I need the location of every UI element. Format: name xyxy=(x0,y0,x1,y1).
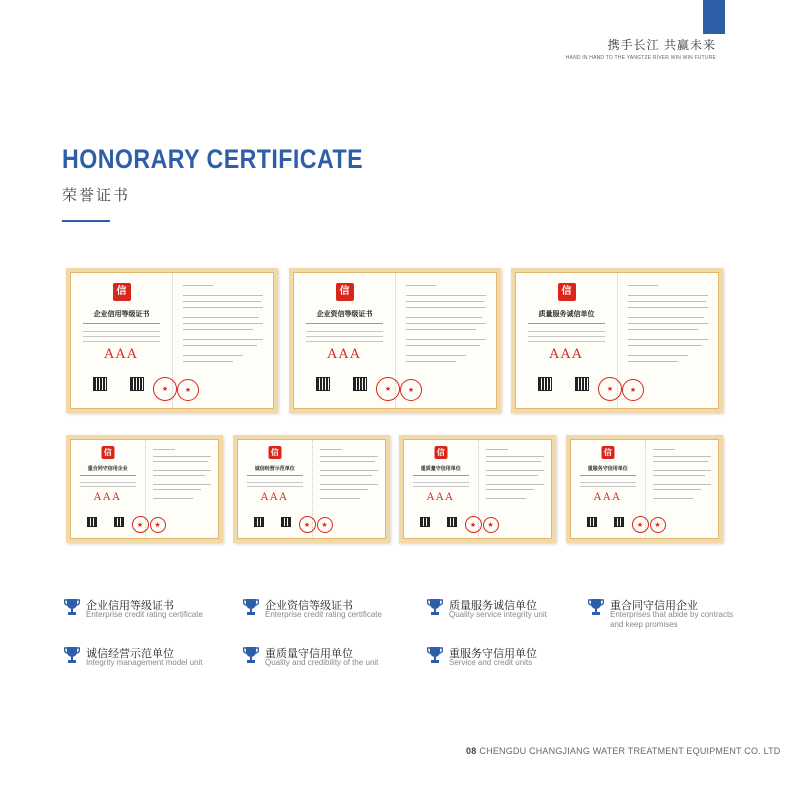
company-name: CHENGDU CHANGJIANG WATER TREATMENT EQUIPMENT CO. LTD xyxy=(479,746,781,756)
certificate-title: 质量服务诚信单位 xyxy=(538,309,595,318)
official-seal-icon xyxy=(317,517,333,533)
caption-subtitle: Enterprise credit rating certificate xyxy=(86,610,203,619)
caption-subtitle: Quality and credibility of the unit xyxy=(265,658,379,667)
trophy-icon xyxy=(427,598,443,616)
certificate-emblem-icon: 信 xyxy=(101,446,114,459)
trophy-icon xyxy=(588,598,604,616)
certificate xyxy=(66,268,278,413)
qr-code-icon xyxy=(420,517,430,527)
certificate xyxy=(289,268,501,413)
certificate xyxy=(399,435,556,543)
official-seal-icon xyxy=(299,516,316,533)
certificate-right-page xyxy=(645,440,719,538)
official-seal-icon xyxy=(632,516,649,533)
official-seal-icon xyxy=(400,379,422,401)
caption-subtitle: Quality service integrity unit xyxy=(449,610,547,619)
official-seal-icon xyxy=(622,379,644,401)
certificate-rating: AAA xyxy=(327,347,362,362)
page-footer xyxy=(466,746,781,756)
corner-accent-bar xyxy=(703,0,725,34)
trophy-icon xyxy=(243,646,259,664)
qr-code-icon xyxy=(614,517,624,527)
certificate-right-page xyxy=(172,273,273,408)
qr-code-icon xyxy=(538,377,552,391)
certificate-rating: AAA xyxy=(104,347,139,362)
qr-code-icon xyxy=(281,517,291,527)
official-seal-icon xyxy=(598,377,622,401)
slogan-english: HAND IN HAND TO THE YANGTZE RIVER WIN WIN FUTURE xyxy=(565,55,716,61)
certificate-right-page xyxy=(478,440,552,538)
caption-title: 企业资信等级证书 xyxy=(265,600,353,612)
qr-code-icon xyxy=(575,377,589,391)
certificate-emblem-icon: 信 xyxy=(336,283,354,301)
certificate-rating: AAA xyxy=(593,492,622,503)
page-title: HONORARY CERTIFICATE xyxy=(62,144,364,174)
certificate-emblem-icon: 信 xyxy=(113,283,131,301)
caption-title: 质量服务诚信单位 xyxy=(449,600,537,612)
certificate-frame xyxy=(403,439,552,539)
caption-subtitle: Enterprises that abide by contracts and keep promises xyxy=(610,610,734,629)
official-seal-icon xyxy=(153,377,177,401)
certificate-rating: AAA xyxy=(549,347,584,362)
caption-title: 企业信用等级证书 xyxy=(86,600,174,612)
certificate-frame xyxy=(70,439,219,539)
official-seal-icon xyxy=(376,377,400,401)
certificate-title: 企业资信等级证书 xyxy=(316,309,373,318)
certificate-emblem-icon: 信 xyxy=(434,446,447,459)
qr-code-icon xyxy=(316,377,330,391)
certificate-right-page xyxy=(395,273,496,408)
caption-title: 诚信经营示范单位 xyxy=(86,648,174,660)
certificate-right-page xyxy=(617,273,718,408)
certificate-title: 重合同守信用企业 xyxy=(87,466,128,472)
qr-code-icon xyxy=(130,377,144,391)
official-seal-icon xyxy=(150,517,166,533)
header-slogan xyxy=(566,36,716,61)
certificate-frame xyxy=(515,272,719,409)
qr-code-icon xyxy=(93,377,107,391)
caption-title: 重合同守信用企业 xyxy=(610,600,698,612)
official-seal-icon xyxy=(132,516,149,533)
qr-code-icon xyxy=(447,517,457,527)
certificate-title: 重质量守信用单位 xyxy=(420,466,461,472)
official-seal-icon xyxy=(483,517,499,533)
certificate-frame xyxy=(237,439,386,539)
certificate-title: 重服务守信用单位 xyxy=(587,466,628,472)
trophy-icon xyxy=(64,646,80,664)
caption-title: 重服务守信用单位 xyxy=(449,648,537,660)
certificate-rating: AAA xyxy=(260,492,289,503)
certificate-title: 诚信经营示范单位 xyxy=(254,466,295,472)
certificate-frame xyxy=(293,272,497,409)
qr-code-icon xyxy=(114,517,124,527)
certificate xyxy=(66,435,223,543)
certificate xyxy=(233,435,390,543)
qr-code-icon xyxy=(353,377,367,391)
qr-code-icon xyxy=(87,517,97,527)
caption-title: 重质量守信用单位 xyxy=(265,648,353,660)
certificate xyxy=(511,268,723,413)
caption-subtitle: Integrity management model unit xyxy=(86,658,203,667)
certificate xyxy=(566,435,723,543)
certificate-emblem-icon: 信 xyxy=(268,446,281,459)
qr-code-icon xyxy=(587,517,597,527)
certificate-title: 企业信用等级证书 xyxy=(93,309,150,318)
certificate-frame xyxy=(70,272,274,409)
title-underline xyxy=(62,220,110,222)
certificate-right-page xyxy=(312,440,386,538)
certificate-rating: AAA xyxy=(426,492,455,503)
official-seal-icon xyxy=(177,379,199,401)
slogan-chinese: 携手长江 共赢未来 xyxy=(607,38,716,52)
certificate-right-page xyxy=(145,440,219,538)
certificate-emblem-icon: 信 xyxy=(558,283,576,301)
page-subtitle: 荣誉证书 xyxy=(62,187,131,204)
certificate-frame xyxy=(570,439,719,539)
official-seal-icon xyxy=(650,517,666,533)
trophy-icon xyxy=(243,598,259,616)
certificate-emblem-icon: 信 xyxy=(601,446,614,459)
trophy-icon xyxy=(427,646,443,664)
trophy-icon xyxy=(64,598,80,616)
qr-code-icon xyxy=(254,517,264,527)
caption-subtitle: Enterprise credit rating certificate xyxy=(265,610,382,619)
official-seal-icon xyxy=(465,516,482,533)
page-number: 08 xyxy=(466,746,477,756)
caption-subtitle: Service and credit units xyxy=(449,658,533,667)
certificate-rating: AAA xyxy=(93,492,122,503)
